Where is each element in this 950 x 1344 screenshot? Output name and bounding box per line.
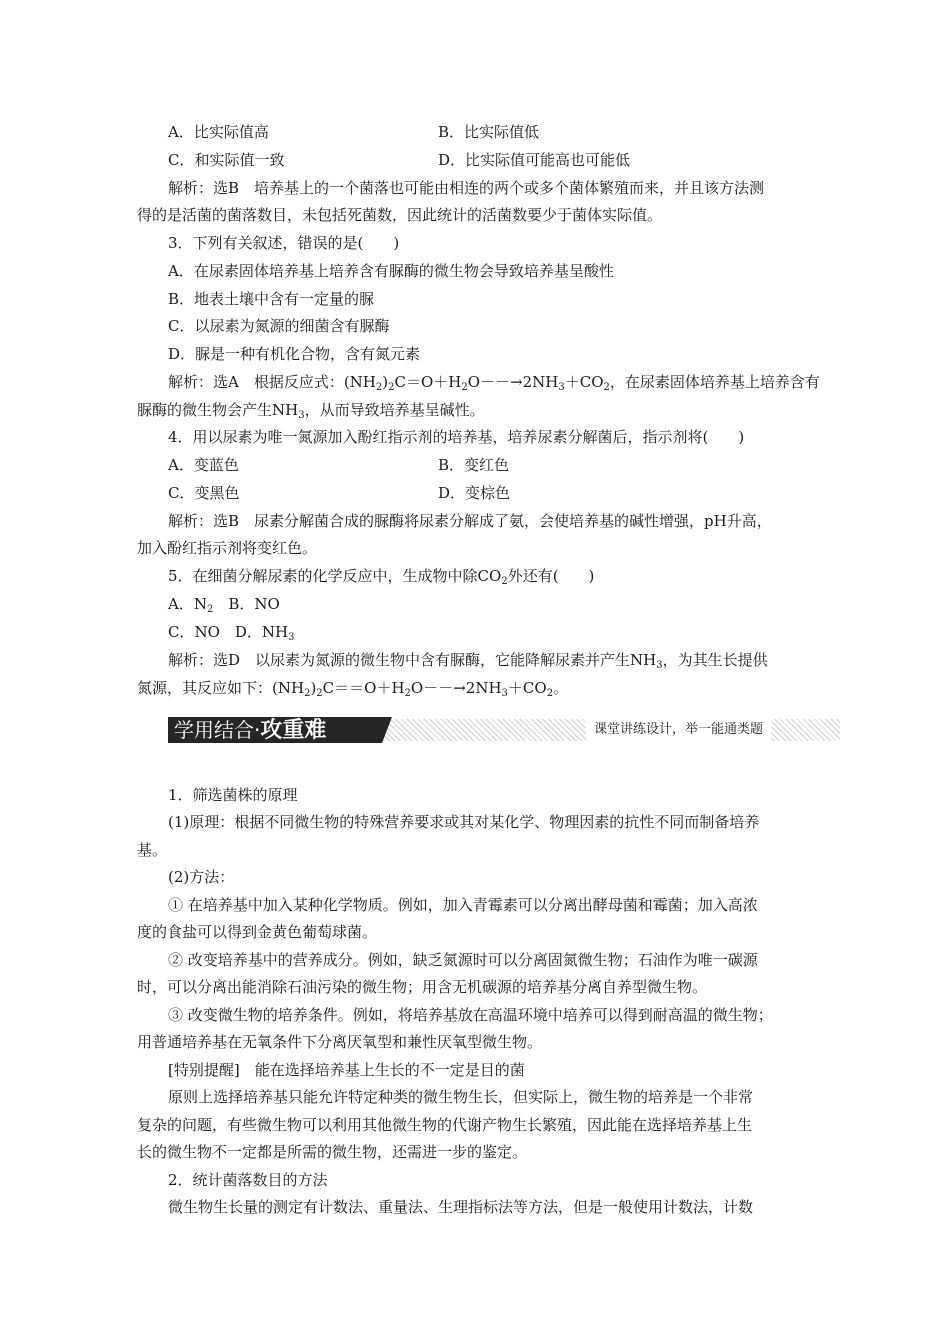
subscript: 2 <box>546 688 554 699</box>
paragraph-line: 度的食盐可以得到金黄色葡萄球菌。 <box>137 923 378 941</box>
paragraph-line: 基。 <box>137 841 168 859</box>
analysis-text: 脲酶的微生物会产生NH <box>137 401 299 419</box>
option-text: A．N <box>168 595 207 613</box>
analysis-text: ，为其生长提供 <box>662 651 768 669</box>
subscript: 2 <box>461 382 468 393</box>
analysis-line <box>168 372 820 392</box>
paragraph-line: 长的微生物不一定都是所需的微生物，还需进一步的鉴定。 <box>137 1143 528 1161</box>
subscript: 3 <box>558 382 565 393</box>
analysis-text: ，从而导致培养基呈碱性。 <box>304 401 485 419</box>
analysis-text: ，在尿素固体培养基上培养含有 <box>609 373 820 391</box>
subscript: 3 <box>656 660 663 671</box>
formula-text: O－－→2NH <box>467 373 559 391</box>
paren: ) <box>382 373 389 391</box>
subscript: 2 <box>304 688 311 699</box>
paragraph-line: ① 在培养基中加入某种化学物质。例如，加入青霉素可以分离出酵母菌和霉菌；加入高浓 <box>168 896 758 914</box>
analysis-line <box>137 400 485 420</box>
analysis-text: 解析：选D 以尿素为氮源的微生物中含有脲酶，它能降解尿素并产生NH <box>168 651 657 669</box>
analysis-line <box>168 650 768 670</box>
option-c: C．以尿素为氮源的细菌含有脲酶 <box>168 317 390 335</box>
analysis-text: 氮源，其反应如下：(NH <box>137 679 305 697</box>
stem-text: 5．在细菌分解尿素的化学反应中，生成物中除CO <box>168 567 502 585</box>
formula-text: 。 <box>553 679 569 697</box>
section-heading: 1．筛选菌株的原理 <box>168 786 298 804</box>
option-b: B．变红色 <box>438 456 510 474</box>
paragraph-line: ③ 改变微生物的培养条件。例如，将培养基放在高温环境中培养可以得到耐高温的微生物； <box>168 1006 773 1024</box>
analysis-line: 解析：选B 培养基上的一个菌落也可能由相连的两个或多个菌体繁殖而来，并且该方法测 <box>168 179 765 197</box>
subscript: 2 <box>388 382 395 393</box>
analysis-text: 解析：选A 根据反应式：(NH <box>168 373 376 391</box>
paragraph-line: ② 改变培养基中的营养成分。例如，缺乏氮源时可以分离固氮微生物；石油作为唯一碳源 <box>168 951 758 969</box>
option-d: D．比实际值可能高也可能低 <box>438 151 631 169</box>
option-ab <box>168 594 280 614</box>
subscript: 2 <box>603 382 610 393</box>
formula-text: C＝＝O＋H <box>322 679 405 697</box>
formula-text: ＋CO <box>564 373 604 391</box>
paragraph-line: (1)原理：根据不同微生物的特殊营养要求或其对某化学、物理因素的抗性不同而制备培养 <box>168 813 760 831</box>
formula-text: ＋CO <box>507 679 547 697</box>
tip-line: [特别提醒] 能在选择培养基上生长的不一定是目的菌 <box>168 1061 525 1079</box>
option-text: C．NO D．NH <box>168 623 289 641</box>
option-c: C．和实际值一致 <box>168 151 285 169</box>
formula-text: C＝O＋H <box>394 373 462 391</box>
banner-title-bold: 攻重难 <box>260 718 327 743</box>
stem-text: 外还有( ) <box>507 567 595 585</box>
option-b: B．地表土壤中含有一定量的脲 <box>168 290 375 308</box>
option-a: A．在尿素固体培养基上培养含有脲酶的微生物会导致培养基呈酸性 <box>168 262 614 280</box>
subscript: 3 <box>501 688 508 699</box>
banner-slant <box>382 717 392 743</box>
banner-title-block <box>168 717 382 743</box>
banner-subtitle: 课堂讲练设计，举一能通类题 <box>586 719 771 741</box>
option-d: D．变棕色 <box>438 484 511 502</box>
banner-title <box>174 719 326 742</box>
banner-title-part: 学用结合· <box>174 718 261 742</box>
paragraph-line: 原则上选择培养基只能允许特定种类的微生物生长，但实际上，微生物的培养是一个非常 <box>168 1088 754 1106</box>
question-stem: 3．下列有关叙述，错误的是( ) <box>168 234 400 252</box>
option-text: B．NO <box>213 595 280 613</box>
subscript: 2 <box>375 382 383 393</box>
analysis-line <box>137 678 568 698</box>
paragraph-line: 复杂的问题，有些微生物可以利用其他微生物的代谢产物生长繁殖，因此能在选择培养基上生 <box>137 1116 753 1134</box>
analysis-line: 加入酚红指示剂将变红色。 <box>137 539 318 557</box>
subscript: 2 <box>206 604 214 615</box>
option-b: B．比实际值低 <box>438 123 540 141</box>
paragraph-line: 微生物生长量的测定有计数法、重量法、生理指标法等方法，但是一般使用计数法，计数 <box>168 1198 754 1216</box>
formula-text: O－－→2NH <box>410 679 502 697</box>
section-banner <box>168 717 840 743</box>
analysis-line: 解析：选B 尿素分解菌合成的脲酶将尿素分解成了氨，会使培养基的碱性增强，pH升高， <box>168 512 772 530</box>
option-d: D．脲是一种有机化合物，含有氮元素 <box>168 345 421 363</box>
subscript: 2 <box>501 576 508 587</box>
subscript: 3 <box>288 632 295 643</box>
subscript: 3 <box>298 410 305 421</box>
section-heading: 2．统计菌落数目的方法 <box>168 1171 328 1189</box>
option-cd <box>168 622 295 642</box>
paragraph-line: 时，可以分离出能消除石油污染的微生物；用含无机碳源的培养基分离自养型微生物。 <box>137 978 708 996</box>
paragraph-line: (2)方法： <box>168 868 235 886</box>
paragraph-line: 用普通培养基在无氧条件下分离厌氧型和兼性厌氧型微生物。 <box>137 1033 543 1051</box>
option-a: A．变蓝色 <box>168 456 239 474</box>
paren: ) <box>310 679 317 697</box>
option-c: C．变黑色 <box>168 484 240 502</box>
subscript: 2 <box>404 688 411 699</box>
analysis-line: 得的是活菌的菌落数目，未包括死菌数，因此统计的活菌数要少于菌体实际值。 <box>137 206 663 224</box>
question-stem: 4．用以尿素为唯一氮源加入酚红指示剂的培养基，培养尿素分解菌后，指示剂将( ) <box>168 428 745 446</box>
question-stem <box>168 566 594 586</box>
subscript: 2 <box>316 688 323 699</box>
option-a: A．比实际值高 <box>168 123 269 141</box>
